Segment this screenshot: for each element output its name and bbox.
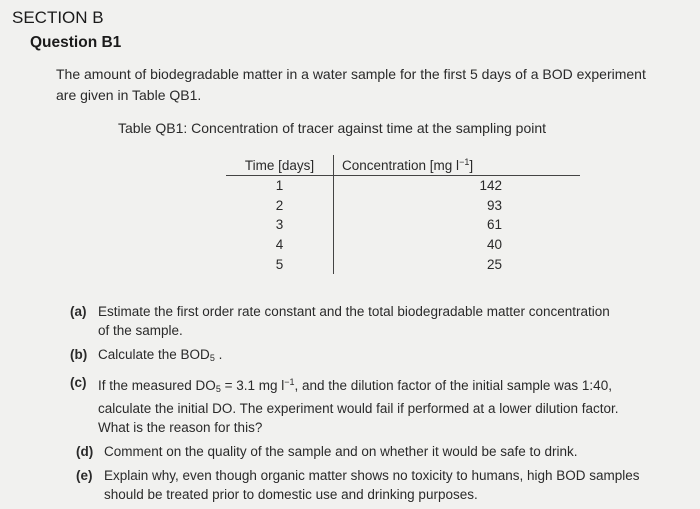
question-d-label: (d) [76, 444, 94, 459]
question-b [68, 345, 688, 368]
intro-line-1: The amount of biodegradable matter in a water sample for the first 5 days of a BOD experiment [56, 66, 646, 82]
table-row [226, 254, 580, 274]
concentration-cell: 142 [479, 178, 502, 194]
concentration-cell: 61 [486, 217, 502, 233]
concentration-cell: 40 [486, 237, 502, 253]
table-row [226, 176, 580, 196]
concentration-column-header: Concentration [mg $l^{-1}$] [334, 155, 581, 176]
question-e-label: (e) [76, 468, 93, 483]
question-b-text: Calculate the $BOD_5$ . [98, 347, 223, 363]
table-caption: Table QB1: Concentration of tracer against time at the sampling point [118, 120, 547, 136]
question-a-line-2: of the sample. [98, 323, 183, 338]
question-b-label: (b) [70, 347, 88, 362]
time-cell: 3 [226, 215, 334, 235]
question-c-line-3: What is the reason for this? [98, 420, 263, 435]
time-cell: 1 [226, 176, 334, 196]
time-cell: 2 [226, 196, 334, 216]
question-c-line-1: If the measured $DO_5 = 3.1$ mg $l^{-1}$, and the dilution factor of the initial sample was 1:40, [98, 377, 612, 394]
time-column-header: Time [days] [226, 155, 334, 176]
table-row [226, 235, 580, 255]
data-table [226, 155, 580, 274]
section-heading: SECTION B [12, 8, 104, 27]
intro-line-2: are given in Table QB1. [56, 87, 202, 103]
table-header-row [226, 155, 580, 176]
question-c [68, 373, 688, 437]
concentration-cell: 25 [486, 256, 502, 272]
intro-paragraph [56, 64, 696, 106]
question-a-line-1: Estimate the first order rate constant and the total biodegradable matter concentration [98, 304, 610, 319]
question-a [68, 302, 688, 340]
time-cell: 4 [226, 235, 334, 255]
question-e-line-1: Explain why, even though organic matter shows no toxicity to humans, high BOD samples [104, 468, 640, 483]
time-cell: 5 [226, 254, 334, 274]
question-list [68, 302, 688, 509]
question-d-text: Comment on the quality of the sample and on whether it would be safe to drink. [104, 444, 578, 459]
table-row [226, 215, 580, 235]
question-heading: Question B1 [30, 34, 122, 51]
concentration-cell: 93 [486, 197, 502, 213]
question-e [74, 466, 688, 504]
question-c-line-2: calculate the initial DO. The experiment would fail if performed at a lower dilution factor. [98, 401, 619, 416]
question-a-label: (a) [70, 304, 87, 319]
question-d [74, 442, 688, 461]
table-row [226, 196, 580, 216]
question-e-line-2: should be treated prior to domestic use and drinking purposes. [104, 487, 478, 502]
question-c-label: (c) [70, 375, 87, 390]
